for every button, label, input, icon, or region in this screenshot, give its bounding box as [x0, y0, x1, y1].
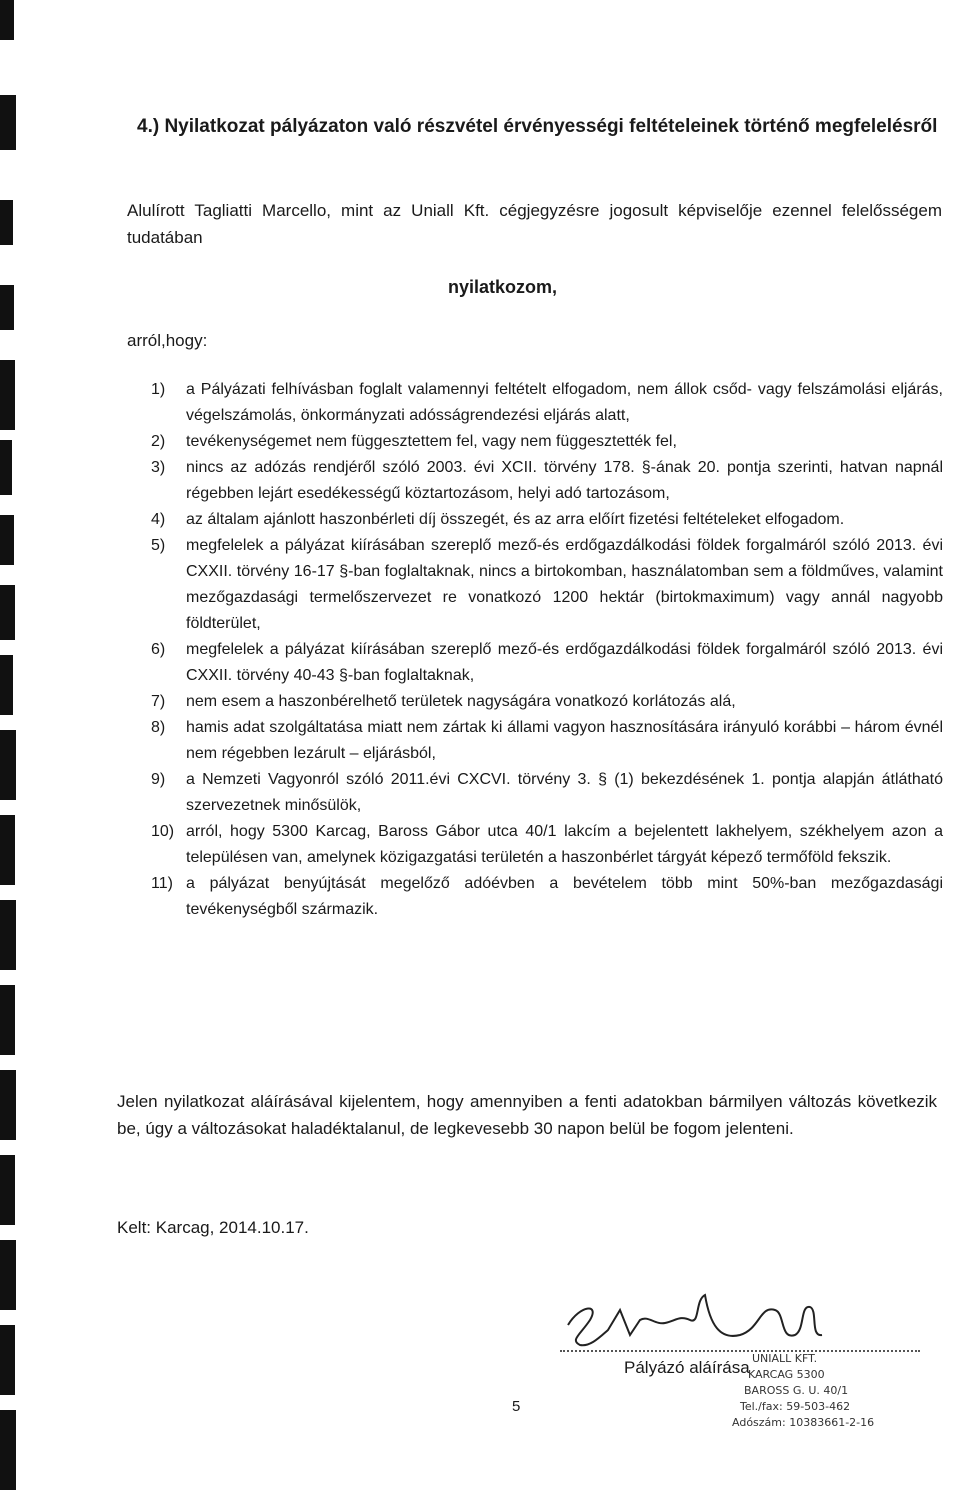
binding-mark	[0, 1070, 16, 1140]
binding-mark	[0, 900, 16, 970]
list-item	[151, 689, 943, 715]
binding-mark	[0, 360, 15, 430]
company-stamp	[692, 1352, 942, 1434]
declaration-list	[151, 377, 943, 923]
item-number: 8)	[151, 719, 166, 736]
list-item	[151, 507, 943, 533]
item-number: 11)	[151, 875, 173, 892]
item-number: 10)	[151, 823, 175, 840]
stamp-line: BAROSS G. U. 40/1	[744, 1384, 849, 1397]
item-number: 4)	[151, 511, 166, 528]
arrol-hogy-label: arról,hogy:	[127, 331, 208, 350]
item-text: megfelelek a pályázat kiírásában szereplő mező-és erdőgazdálkodási földek forgalmáról szóló 2013. évi CXXII. törvény 16-17 §-ban foglaltaknak, nincs a birtokomban, használatomban sem a földműves, valamint mezőgazdasági termelőszervezet re vonatkozó 1200 hektár (birtokmaximum) vagy annál nagyobb földterület,	[186, 537, 943, 632]
scan-binding-edge	[0, 0, 20, 1503]
binding-mark	[0, 0, 14, 40]
list-item	[151, 819, 943, 871]
item-number: 5)	[151, 537, 166, 554]
item-text: tevékenységemet nem függesztettem fel, vagy nem függesztették fel,	[186, 433, 677, 450]
list-item	[151, 429, 943, 455]
stamp-line: Tel./fax: 59-503-462	[740, 1400, 851, 1413]
item-text: a Nemzeti Vagyonról szóló 2011.évi CXCVI. törvény 3. § (1) bekezdésének 1. pontja alapján átlátható szervezetnek minősülök,	[186, 771, 943, 814]
binding-mark	[0, 1155, 15, 1225]
binding-mark	[0, 515, 14, 565]
binding-mark	[0, 730, 16, 800]
item-text: nem esem a haszonbérelhető területek nagyságára vonatkozó korlátozás alá,	[186, 693, 736, 710]
item-number: 3)	[151, 459, 166, 476]
declaration-word: nyilatkozom,	[448, 277, 558, 297]
list-item	[151, 533, 943, 637]
binding-mark	[0, 440, 12, 495]
item-text: a Pályázati felhívásban foglalt valamennyi feltételt elfogadom, nem állok csőd- vagy felszámolási eljárás, végelszámolás, önkormányzati adósságrendezési eljárás alatt,	[186, 381, 943, 424]
stamp-line: KARCAG 5300	[748, 1368, 825, 1381]
intro-paragraph: Alulírott Tagliatti Marcello, mint az Uniall Kft. cégjegyzésre jogosult képviselője ezennel felelősségem tudatában	[127, 201, 942, 247]
closing-paragraph: Jelen nyilatkozat aláírásával kijelentem, hogy amennyiben a fenti adatokban bármilyen változás következik be, úgy a változásokat haladéktalanul, de legkevesebb 30 napon belül be fogom jelenteni.	[117, 1092, 937, 1138]
stamp-line: UNIALL KFT.	[752, 1352, 818, 1365]
binding-mark	[0, 655, 13, 715]
item-text: hamis adat szolgáltatása miatt nem zártak ki állami vagyon hasznosítására irányuló korábbi – három évnél nem régebben lezárult – eljárásból,	[186, 719, 943, 762]
document-heading: 4.) Nyilatkozat pályázaton való részvétel érvényességi feltételeinek történő megfelelésről	[137, 116, 938, 137]
binding-mark	[0, 1325, 15, 1395]
item-number: 2)	[151, 433, 166, 450]
binding-mark	[0, 985, 15, 1055]
list-item	[151, 871, 943, 923]
binding-mark	[0, 585, 15, 640]
item-text: a pályázat benyújtását megelőző adóévben a bevételem több mint 50%-ban mezőgazdasági tevékenységből származik.	[186, 875, 943, 918]
list-item	[151, 377, 943, 429]
item-text: nincs az adózás rendjéről szóló 2003. évi XCII. törvény 178. §-ának 20. pontja szerinti, hatvan napnál régebben lejárt esedékességű köztartozásom, helyi adó tartozásom,	[186, 459, 943, 502]
signature-label: Pályázó aláírása	[624, 1358, 750, 1377]
stamp-line: Adószám: 10383661-2-16	[732, 1416, 875, 1429]
list-item	[151, 715, 943, 767]
binding-mark	[0, 95, 16, 150]
binding-mark	[0, 815, 15, 885]
item-number: 9)	[151, 771, 166, 788]
item-text: arról, hogy 5300 Karcag, Baross Gábor utca 40/1 lakcím a bejelentett lakhelyem, székhelyem azon a településen van, amelynek közigazgatási területén a haszonbérlet tárgyát képező termőföld fekszik.	[186, 823, 943, 866]
list-item	[151, 637, 943, 689]
item-number: 7)	[151, 693, 166, 710]
binding-mark	[0, 285, 14, 330]
item-number: 1)	[151, 381, 166, 398]
item-text: az általam ajánlott haszonbérleti díj összegét, és az arra előírt fizetési feltételeket elfogadom.	[186, 511, 845, 528]
list-item	[151, 455, 943, 507]
binding-mark	[0, 1240, 16, 1310]
date-place-line: Kelt: Karcag, 2014.10.17.	[117, 1218, 309, 1237]
item-text: megfelelek a pályázat kiírásában szereplő mező-és erdőgazdálkodási földek forgalmáról szóló 2013. évi CXXII. törvény 40-43 §-ban foglaltaknak,	[186, 641, 943, 684]
item-number: 6)	[151, 641, 166, 658]
binding-mark	[0, 200, 13, 245]
list-item	[151, 767, 943, 819]
binding-mark	[0, 1410, 16, 1490]
page-number: 5	[512, 1398, 521, 1415]
